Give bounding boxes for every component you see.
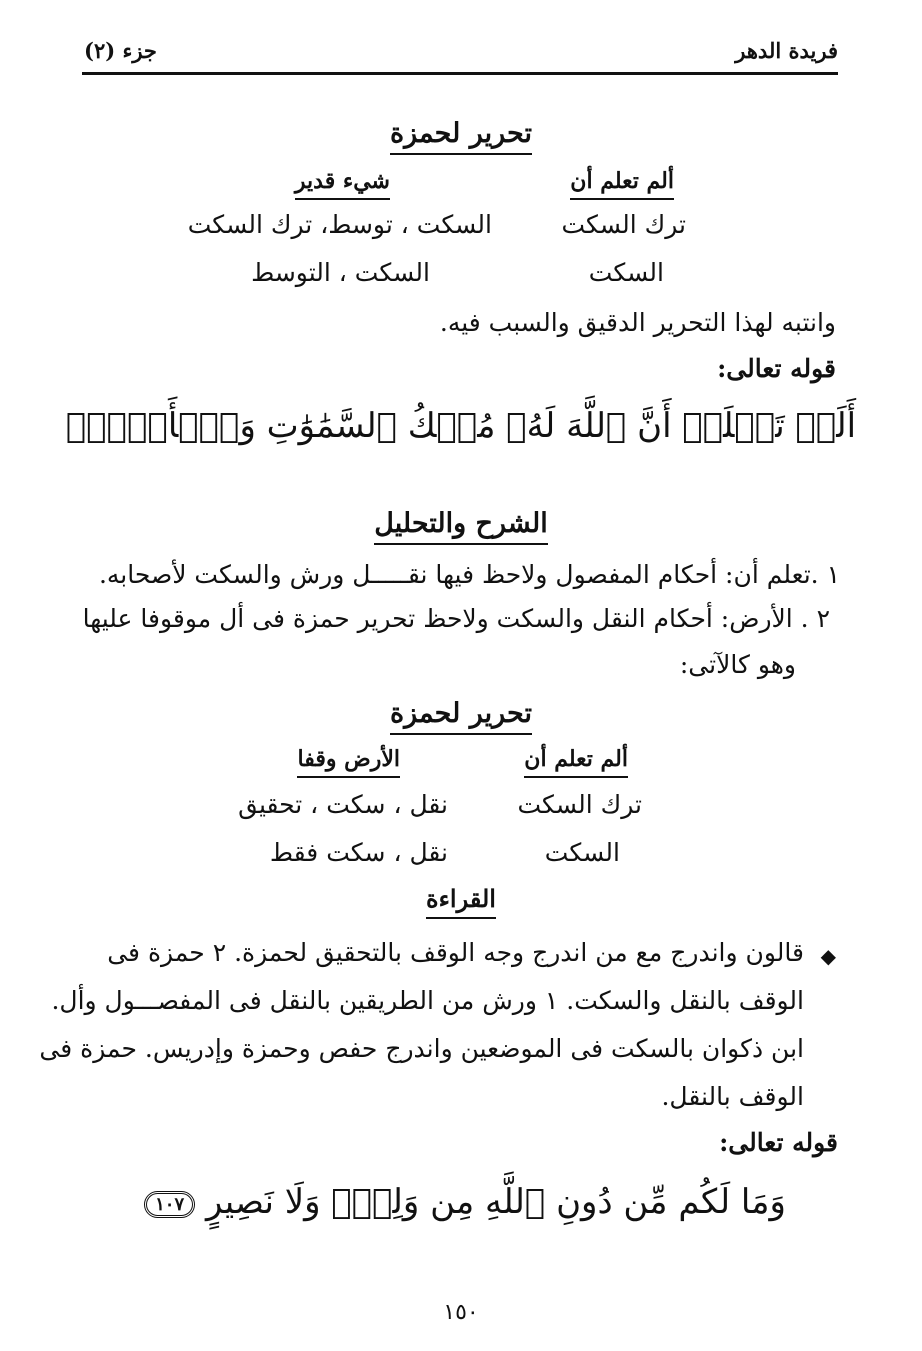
- header-rule: [82, 72, 838, 75]
- section1-row1-right: ترك السكت: [561, 210, 686, 239]
- book-title: فريدة الدهر: [735, 38, 838, 63]
- analysis-title-text: الشرح والتحليل: [374, 508, 547, 545]
- page-number: ١٥٠: [443, 1300, 479, 1325]
- section2-col-left-head: [297, 746, 400, 772]
- section1-row1-left: السكت ، توسط، ترك السكت: [187, 210, 492, 239]
- section1-col-right-head: [570, 168, 674, 194]
- section2-row1-left: نقل ، سكت ، تحقيق: [238, 790, 448, 819]
- verse2: وَمَا لَكُم مِّن دُونِ ٱللَّهِ مِن وَلِيّٖ وَلَا نَصِيرٍ: [205, 1182, 786, 1222]
- section1-row2-left: السكت ، التوسط: [251, 258, 430, 287]
- section2-row1-right: ترك السكت: [517, 790, 642, 819]
- section1-row2-right: السكت: [588, 258, 664, 287]
- analysis-item2-line1: ٢ . الأرض: أحكام النقل والسكت ولاحظ تحرير حمزة فى أل موقوفا عليها: [82, 604, 830, 633]
- reading-line2: الوقف بالنقل والسكت. ١ ورش من الطريقين بالنقل فى المفصـــول وأل.: [51, 986, 804, 1015]
- reading-line1: قالون واندرج مع من اندرج وجه الوقف بالتحقيق لحمزة. ٢ حمزة فى: [107, 938, 804, 967]
- verse2-intro: قوله تعالى:: [719, 1128, 838, 1157]
- analysis-title: [0, 508, 922, 539]
- section2-title-text: تحرير لحمزة: [390, 698, 532, 735]
- section2-col-right-head: [524, 746, 628, 772]
- part-label: جزء (٢): [84, 38, 157, 63]
- note-line: وانتبه لهذا التحرير الدقيق والسبب فيه.: [439, 308, 836, 337]
- reading-line3: ابن ذكوان بالسكت فى الموضعين واندرج حفص وحمزة وإدريس. حمزة فى: [39, 1034, 804, 1063]
- verse1-intro: قوله تعالى:: [717, 354, 836, 383]
- verse1: أَلَمۡ تَعۡلَمۡ أَنَّ ٱللَّهَ لَهُۥ مُلۡكُ ٱلسَّمَٰوَٰتِ وَٱلۡأَرۡضِۗ: [65, 406, 857, 446]
- section1-col-left-head-text: شيء قدير: [295, 168, 390, 200]
- section1-col-left-head: [295, 168, 390, 194]
- reading-line4: الوقف بالنقل.: [661, 1082, 804, 1111]
- section2-col-left-head-text: الأرض وقفا: [297, 746, 400, 778]
- section2-title: [0, 698, 922, 729]
- reading-title-text: القراءة: [426, 884, 496, 919]
- section1-title-text: تحرير لحمزة: [390, 118, 532, 155]
- section2-row2-left: نقل ، سكت فقط: [269, 838, 448, 867]
- reading-title: [0, 884, 922, 913]
- analysis-item1: ١ .تعلم أن: أحكام المفصول ولاحظ فيها نقـــــل ورش والسكت لأصحابه.: [98, 560, 840, 589]
- section1-title: [0, 118, 922, 149]
- verse2-line: [0, 1182, 922, 1222]
- analysis-item2-line2: وهو كالآتى:: [679, 650, 796, 679]
- section2-row2-right: السكت: [544, 838, 620, 867]
- bullet-icon: ◆: [820, 944, 836, 968]
- ayah-number-icon: ١٠٧: [144, 1191, 195, 1218]
- section2-col-right-head-text: ألم تعلم أن: [524, 746, 628, 778]
- section1-col-right-head-text: ألم تعلم أن: [570, 168, 674, 200]
